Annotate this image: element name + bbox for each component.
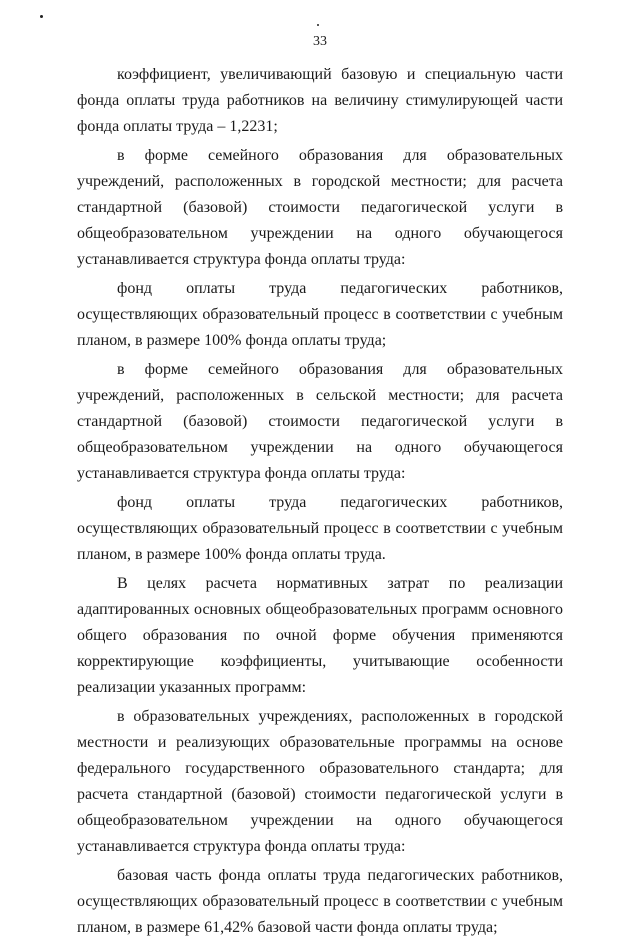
paragraph: в образовательных учреждениях, расположенных в городской местности и реализующих образовательные программы на основе федерального государственного образовательного стандарта; для расчета стандартной (базовой) стоимости педагогической услуги в общеобразовательном учреждении на одного обучающегося устанавливается структура фонда оплаты труда: (77, 708, 563, 855)
scan-mark (317, 24, 319, 26)
document-body (77, 62, 563, 941)
paragraph: в форме семейного образования для образовательных учреждений, расположенных в городской местности; для расчета стандартной (базовой) стоимости педагогической услуги в общеобразовательном учреждении на одного обучающегося устанавливается структура фонда оплаты труда: (77, 147, 563, 268)
paragraph: фонд оплаты труда педагогических работников, осуществляющих образовательный процесс в соответствии с учебным планом, в размере 100% фонда оплаты труда. (77, 494, 563, 563)
paragraph: базовая часть фонда оплаты труда педагогических работников, осуществляющих образовательный процесс в соответствии с учебным планом, в размере 61,42% базовой части фонда оплаты труда; (77, 867, 563, 936)
scan-mark (40, 15, 43, 18)
page-number: 33 (313, 34, 327, 49)
paragraph: В целях расчета нормативных затрат по реализации адаптированных основных общеобразовательных программ основного общего образования по очной форме обучения применяются корректирующие коэффициенты, учитывающие особенности реализации указанных программ: (77, 575, 563, 696)
paragraph: фонд оплаты труда педагогических работников, осуществляющих образовательный процесс в соответствии с учебным планом, в размере 100% фонда оплаты труда; (77, 280, 563, 349)
paragraph: в форме семейного образования для образовательных учреждений, расположенных в сельской местности; для расчета стандартной (базовой) стоимости педагогической услуги в общеобразовательном учреждении на одного обучающегося устанавливается структура фонда оплаты труда: (77, 361, 563, 482)
paragraph: коэффициент, увеличивающий базовую и специальную части фонда оплаты труда работников на величину стимулирующей части фонда оплаты труда – 1,2231; (77, 66, 563, 135)
